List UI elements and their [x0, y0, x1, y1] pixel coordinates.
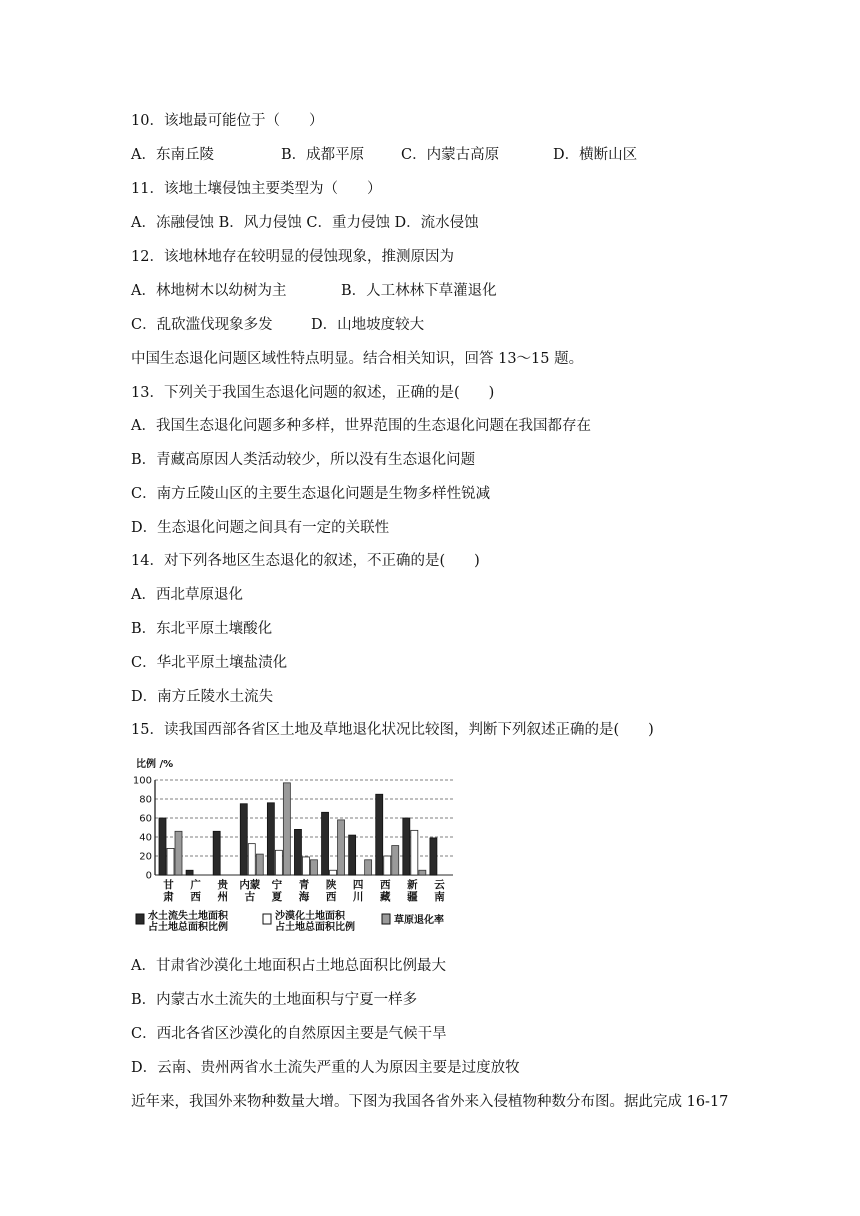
y-tick-labels — [133, 776, 152, 882]
x-tick-label: 夏 — [271, 891, 283, 903]
bar-soil-erosion — [186, 870, 193, 875]
x-tick-label: 宁 — [271, 879, 283, 891]
x-tick-label: 甘 — [163, 879, 174, 891]
x-tick-label: 藏 — [380, 891, 391, 903]
x-tick-label: 古 — [244, 891, 256, 903]
x-tick-label: 青 — [298, 879, 310, 891]
question-15-option-c: C．西北各省区沙漠化的自然原因主要是气候干旱 — [131, 1026, 447, 1042]
question-15-stem: 15．读我国西部各省区土地及草地退化状况比较图，判断下列叙述正确的是( ) — [131, 722, 654, 738]
bar-soil-erosion — [322, 812, 329, 875]
question-14-stem: 14．对下列各地区生态退化的叙述，不正确的是( ) — [131, 553, 480, 569]
option-a: A．林地树木以幼树为主 — [131, 283, 287, 299]
bar-grassland-degradation — [419, 870, 426, 875]
x-tick-label: 海 — [298, 891, 310, 903]
bar-desertification — [411, 830, 418, 875]
x-tick-label: 广 — [190, 879, 201, 891]
chart-bars — [159, 783, 437, 875]
x-tick-label: 云 — [434, 879, 445, 891]
question-12-options-row2 — [131, 315, 731, 335]
x-tick-label: 新 — [407, 879, 418, 891]
question-10-stem: 10．该地最可能位于（ ） — [131, 113, 324, 129]
bar-grassland-degradation — [175, 831, 182, 875]
bar-soil-erosion — [213, 831, 220, 875]
x-tick-label: 肃 — [163, 891, 174, 903]
question-14-option-a: A．西北草原退化 — [131, 587, 243, 603]
intro-16-17: 近年来，我国外来物种数量大增。下图为我国各省外来入侵植物种数分布图。据此完成 16-17 — [131, 1094, 729, 1110]
x-tick-labels — [163, 878, 445, 903]
question-14-option-d: D．南方丘陵水土流失 — [131, 689, 274, 705]
option-b: B．人工林林下草灌退化 — [341, 283, 497, 299]
bar-soil-erosion — [294, 829, 301, 875]
legend-label: 占土地总面积比例 — [275, 922, 355, 933]
legend-label: 占土地总面积比例 — [148, 922, 228, 933]
legend-swatch — [382, 914, 390, 924]
y-tick-label: 80 — [139, 794, 152, 806]
bar-soil-erosion — [430, 838, 437, 875]
y-tick-label: 40 — [139, 832, 152, 844]
legend-label: 水土流失土地面积 — [148, 911, 228, 922]
x-tick-label: 贵 — [217, 879, 228, 891]
x-tick-label: 川 — [352, 891, 364, 903]
option-a: A．东南丘陵 — [131, 147, 214, 163]
option-c: C．内蒙古高原 — [401, 147, 500, 163]
x-tick-label: 疆 — [407, 891, 418, 903]
y-tick-label: 20 — [139, 851, 152, 863]
y-tick-label: 60 — [139, 813, 152, 825]
question-12-options-row1 — [131, 281, 731, 301]
x-tick-label: 四 — [352, 879, 364, 891]
x-tick-label: 南 — [434, 891, 445, 903]
legend-label: 草原退化率 — [394, 915, 444, 926]
bar-grassland-degradation — [365, 860, 372, 875]
bar-soil-erosion — [159, 818, 166, 875]
x-tick-label: 陕 — [325, 879, 337, 891]
option-d: D．横断山区 — [553, 147, 638, 163]
bar-soil-erosion — [349, 835, 356, 875]
chart-legend — [136, 909, 444, 933]
bar-soil-erosion — [376, 794, 383, 875]
bar-desertification — [275, 850, 282, 875]
option-c: C．乱砍滥伐现象多发 — [131, 317, 273, 333]
y-tick-label: 0 — [145, 870, 152, 882]
y-axis-label: 比例 /% — [136, 759, 174, 770]
option-b: B．成都平原 — [281, 147, 365, 163]
question-13-option-b: B．青藏高原因人类活动较少，所以没有生态退化问题 — [131, 452, 476, 468]
question-12-stem: 12．该地林地存在较明显的侵蚀现象，推测原因为 — [131, 249, 454, 265]
legend-swatch — [136, 914, 144, 924]
option-d: D．山地坡度较大 — [311, 317, 425, 333]
x-tick-label: 西 — [380, 879, 391, 891]
legend-label: 沙漠化土地面积 — [275, 911, 345, 922]
bar-soil-erosion — [240, 804, 247, 875]
question-15-option-d: D．云南、贵州两省水土流失严重的人为原因主要是过度放牧 — [131, 1060, 520, 1076]
intro-13-15: 中国生态退化问题区域性特点明显。结合相关知识，回答 13～15 题。 — [131, 351, 584, 367]
question-15-option-a: A．甘肃省沙漠化土地面积占土地总面积比例最大 — [131, 958, 446, 974]
bar-grassland-degradation — [256, 854, 263, 875]
question-11-options: A．冻融侵蚀 B．风力侵蚀 C．重力侵蚀 D．流水侵蚀 — [131, 215, 479, 231]
legend-swatch — [263, 914, 271, 924]
x-tick-label: 州 — [217, 891, 228, 903]
question-15-option-b: B．内蒙古水土流失的土地面积与宁夏一样多 — [131, 992, 418, 1008]
bar-grassland-degradation — [310, 860, 317, 875]
question-13-option-a: A．我国生态退化问题多种多样，世界范围的生态退化问题在我国都存在 — [131, 418, 591, 434]
land-degradation-bar-chart — [128, 752, 468, 942]
bar-desertification — [384, 856, 391, 875]
bar-soil-erosion — [403, 818, 410, 875]
bar-soil-erosion — [267, 803, 274, 875]
x-tick-label: 西 — [325, 891, 337, 903]
question-14-option-b: B．东北平原土壤酸化 — [131, 621, 273, 637]
x-tick-label: 西 — [190, 891, 201, 903]
x-tick-label: 内蒙 — [239, 879, 261, 891]
bar-grassland-degradation — [283, 783, 290, 875]
question-14-option-c: C．华北平原土壤盐渍化 — [131, 655, 288, 671]
question-13-option-d: D．生态退化问题之间具有一定的关联性 — [131, 520, 390, 536]
question-10-options — [131, 145, 731, 165]
y-tick-label: 100 — [132, 775, 152, 787]
bar-desertification — [248, 844, 255, 875]
bar-grassland-degradation — [338, 820, 345, 875]
question-13-stem: 13．下列关于我国生态退化问题的叙述，正确的是( ) — [131, 385, 495, 401]
bar-desertification — [330, 870, 337, 875]
bar-desertification — [167, 848, 174, 875]
bar-desertification — [302, 857, 309, 875]
question-11-stem: 11．该地土壤侵蚀主要类型为（ ） — [131, 181, 382, 197]
question-13-option-c: C．南方丘陵山区的主要生态退化问题是生物多样性锐减 — [131, 486, 491, 502]
bar-grassland-degradation — [392, 846, 399, 875]
